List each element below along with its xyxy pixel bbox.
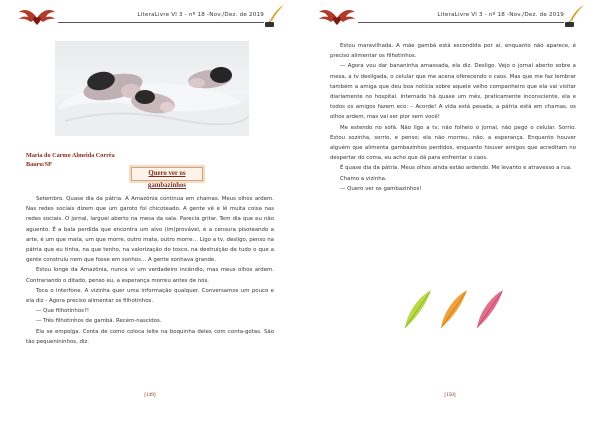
gambazinhos-photo xyxy=(55,41,249,136)
story-text-right xyxy=(330,41,576,194)
page-header-right xyxy=(318,6,586,30)
paragraph: Setembro. Quase dia da pátria. A Amazônia continua em chamas. Meus olhos ardem. Nas redes sociais dizem que um garoto foi chicoteado. A gente vê e lê muita coisa nas redes sociais. O jornal, larguei aberto na mesa da sala. Parecia gritar. Tem dia que eu não aguento. É a bala perdida que encontra um alvo (im)provável, é a censura pisoteando a arte, é um que mata, um que morre, outro mata, outro morre… Ligo a tv, desligo, penso na pátria que eu tinha, na que tenho, na valorização do tosco, na destruição de tudo o que a gente construiu nem que fosse em sonhos… A gente sonhava grande. xyxy=(26,196,274,264)
paragraph: Estou longe da Amazônia, nunca vi um verdadeiro incêndio, mas meus olhos ardem. Contrariando o ditado, penso eu, a esperança morreu antes de nós. xyxy=(26,267,274,284)
story-title: Quero ver os gambazinhos xyxy=(131,167,203,181)
magazine-issue-title: LiteraLivre Vl 3 - nº 18 -Nov./Dez. de 2019 xyxy=(437,12,564,18)
winged-heart-icon xyxy=(318,6,356,28)
paragraph: — Três filhotinhos de gambá. Recém-nascidos. xyxy=(36,318,162,325)
paragraph: Estou maravilhada. A mãe gambá está escondida por aí, enquanto não aparece, é preciso alimentar os filhotinhos. xyxy=(330,43,576,60)
author-name: Maria do Carmo Almeida Corrêa xyxy=(26,152,115,159)
paragraph: Ela se empolga. Conta de como coloca leite na boquinha deles com conta-gotas. São tão pequenininhos, diz. xyxy=(26,328,274,345)
paragraph: É quase dia da pátria. Meus olhos ainda estão ardendo. Me levanto e atravesso a rua. xyxy=(340,165,572,172)
magazine-issue-title: LiteraLivre Vl 3 - nº 18 -Nov./Dez. de 2019 xyxy=(137,12,264,18)
paragraph: — Que filhotinhos?! xyxy=(36,308,89,315)
green-feather-icon xyxy=(405,290,431,328)
quill-inkpot-icon xyxy=(264,4,286,28)
winged-heart-icon xyxy=(18,6,56,28)
page-header-left xyxy=(18,6,286,30)
header-rule xyxy=(58,22,264,23)
header-rule xyxy=(358,22,564,23)
paragraph: Toca o interfone. A vizinha quer uma informação qualquer. Conversamos um pouco e ela diz - Agora preciso alimentar os filhotinhos. xyxy=(26,287,274,305)
page-number-right: [150] xyxy=(444,392,456,398)
pink-feather-icon xyxy=(477,290,503,328)
right-page xyxy=(300,0,600,424)
orange-feather-icon xyxy=(441,290,467,328)
paragraph: Chamo a vizinha. xyxy=(340,175,387,182)
story-text-left xyxy=(26,194,274,347)
author-location: Bauru/SP xyxy=(26,161,52,168)
page-number-left: [149] xyxy=(144,392,156,398)
paragraph: — Agora vou dar bananinha amassada, ela diz. Desligo. Vejo o jornal aberto sobre a mesa, a tv desligada, o celular que me acena oferecendo o caos. Mas que me faz lembrar também a amiga que deu boa notícia sobre aquele velho companheiro que ela vai visitar diariamente no hospital. Internado há quase um mês, praticamente inconsciente, ela e todos os amigos fazem eco: – Acorde! A vida está pesada, a pátria está em chamas, os olhos ardem, mas vai ser pior sem você! xyxy=(330,63,576,121)
paragraph: Me estendo no sofá. Não ligo a tv, não folheio o jornal, não pego o celular. Sorrio. Estou sozinha, sorrio, e penso: ela não morreu, não, a esperança. Enquanto houver alguém que alimenta gambazinhos perdidos, enquanto houver amigos que acreditam no despertar do coma, eu acho que dá para enfrentar o caos. xyxy=(330,124,576,162)
paragraph: — Quero ver os gambazinhos! xyxy=(340,185,422,192)
quill-inkpot-icon xyxy=(564,4,586,28)
three-feathers-icon xyxy=(397,284,507,330)
